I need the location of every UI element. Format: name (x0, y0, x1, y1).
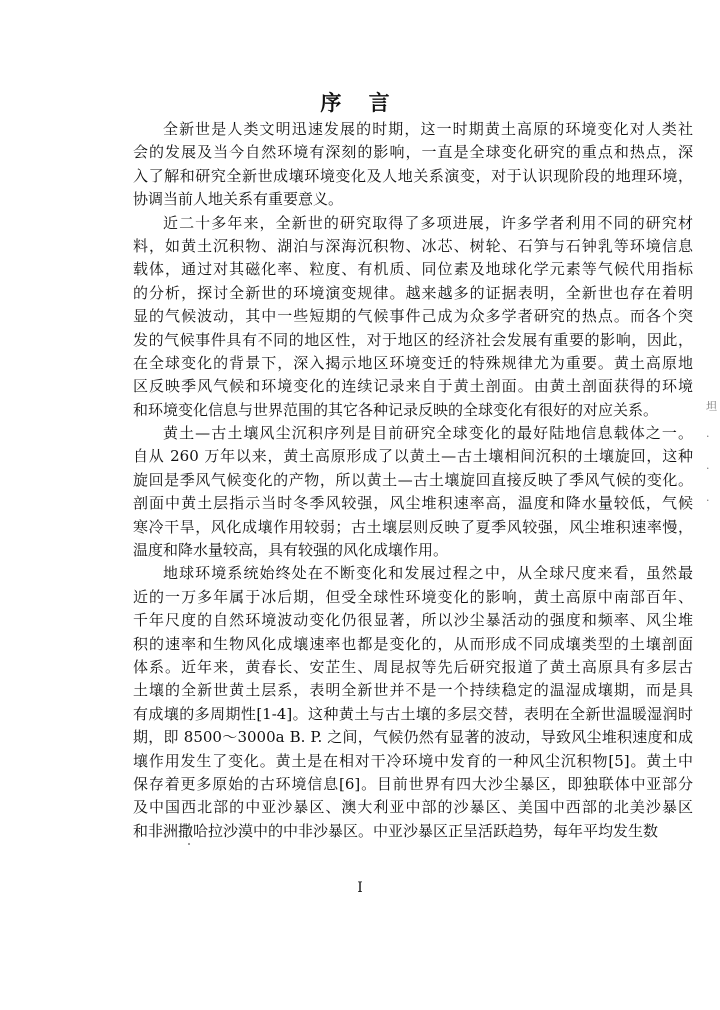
text-line: 在全球变化的背景下，深入揭示地区环境变迁的特殊规律尤为重要。黄土高原地 (133, 353, 693, 372)
margin-mark: · (706, 494, 710, 507)
text-line: 发的气候事件具有不同的地区性，对于地区的经济社会发展有重要的影响，因此， (133, 330, 693, 349)
text-line: 黄土—古土壤风尘沉积序列是目前研究全球变化的最好陆地信息载体之一。 (163, 424, 693, 443)
text-line: 体系。近年来，黄春长、安芷生、周昆叔等先后研究报道了黄土高原具有多层古 (133, 657, 693, 676)
text-line: 壤作用发生了变化。黄土是在相对干冷环境中发育的一种风尘沉积物[5]。黄土中 (133, 751, 693, 770)
paragraph (133, 118, 693, 212)
paragraph (133, 422, 693, 562)
text-line: 载体，通过对其磁化率、粒度、有机质、同位素及地球化学元素等气候代用指标 (133, 260, 693, 279)
text-line: 区反映季风气候和环境变化的连续记录来自于黄土剖面。由黄土剖面获得的环境 (133, 377, 693, 396)
text-line: 和环境变化信息与世界范围的其它各种记录反映的全球变化有很好的对应关系。 (133, 400, 659, 419)
text-line: 有成壤的多周期性[1-4]。这种黄土与古土壤的多层交替，表明在全新世温暖湿润时 (133, 704, 693, 723)
text-line: 及中国西北部的中亚沙暴区、澳大利亚中部的沙暴区、美国中西部的北美沙暴区 (133, 798, 693, 817)
text-line: 寒冷干旱，风化成壤作用较弱；古土壤层则反映了夏季风较强，风尘堆积速率慢， (133, 517, 693, 536)
text-line: 的分析，探讨全新世的环境演变规律。越来越多的证据表明，全新世也存在着明 (133, 283, 693, 302)
page-number: I (357, 880, 363, 896)
text-line: 入了解和研究全新世成壤环境变化及人地关系演变，对于认识现阶段的地理环境， (133, 166, 693, 185)
paragraph (133, 212, 693, 423)
margin-mark: 坦 (706, 400, 717, 413)
text-line: 料，如黄土沉积物、湖泊与深海沉积物、冰芯、树轮、石笋与石钟乳等环境信息 (133, 236, 693, 255)
text-line: 剖面中黄土层指示当时冬季风较强，风尘堆积速率高，温度和降水量较低，气候 (133, 494, 693, 513)
text-line: 会的发展及当今自然环境有深刻的影响，一直是全球变化研究的重点和热点，深 (133, 143, 693, 162)
text-line: 千年尺度的自然环境波动变化仍很显著，所以沙尘暴活动的强度和频率、风尘堆 (133, 611, 693, 630)
text-line: 近二十多年来，全新世的研究取得了多项进展，许多学者利用不同的研究材 (163, 213, 693, 232)
page-title: 序 言 (320, 90, 400, 115)
text-line: 自从 260 万年以来，黄土高原形成了以黄土—古土壤相间沉积的土壤旋回，这种 (133, 447, 693, 466)
text-line: 积的速率和生物风化成壤速率也都是变化的，从而形成不同成壤类型的土壤剖面 (133, 634, 693, 653)
paragraph (133, 562, 693, 843)
text-line: 和非洲撒哈拉沙漠中的中非沙暴区。中亚沙暴区正呈活跃趋势，每年平均发生数 (133, 821, 659, 840)
text-line: 近的一万多年属于冰后期，但受全球性环境变化的影响，黄土高原中南部百年、 (133, 587, 693, 606)
text-line: 温度和降水量较高，具有较强的风化成壤作用。 (133, 541, 449, 560)
margin-mark: · (706, 462, 710, 475)
text-line: 保存着更多原始的古环境信息[6]。目前世界有四大沙尘暴区，即独联体中亚部分 (133, 774, 693, 793)
text-line: 土壤的全新世黄土层系，表明全新世并不是一个持续稳定的温湿成壤期，而是具 (133, 681, 693, 700)
text-line: 期，即 8500～3000a B. P. 之间，气候仍然有显著的波动，导致风尘堆积速度和成 (133, 728, 693, 747)
margin-mark: · (706, 430, 710, 443)
text-line: 旋回是季风气候变化的产物，所以黄土—古土壤旋回直接反映了季风气候的变化。 (133, 470, 693, 489)
text-line: 显的气候波动，其中一些短期的气候事件己成为众多学者研究的热点。而各个突 (133, 307, 693, 326)
text-line: 协调当前人地关系有重要意义。 (133, 190, 344, 209)
scan-speck (188, 843, 190, 845)
body-text (133, 118, 693, 843)
text-line: 全新世是人类文明迅速发展的时期，这一时期黄土高原的环境变化对人类社 (163, 120, 693, 138)
text-line: 地球环境系统始终处在不断变化和发展过程之中，从全球尺度来看，虽然最 (163, 564, 693, 583)
